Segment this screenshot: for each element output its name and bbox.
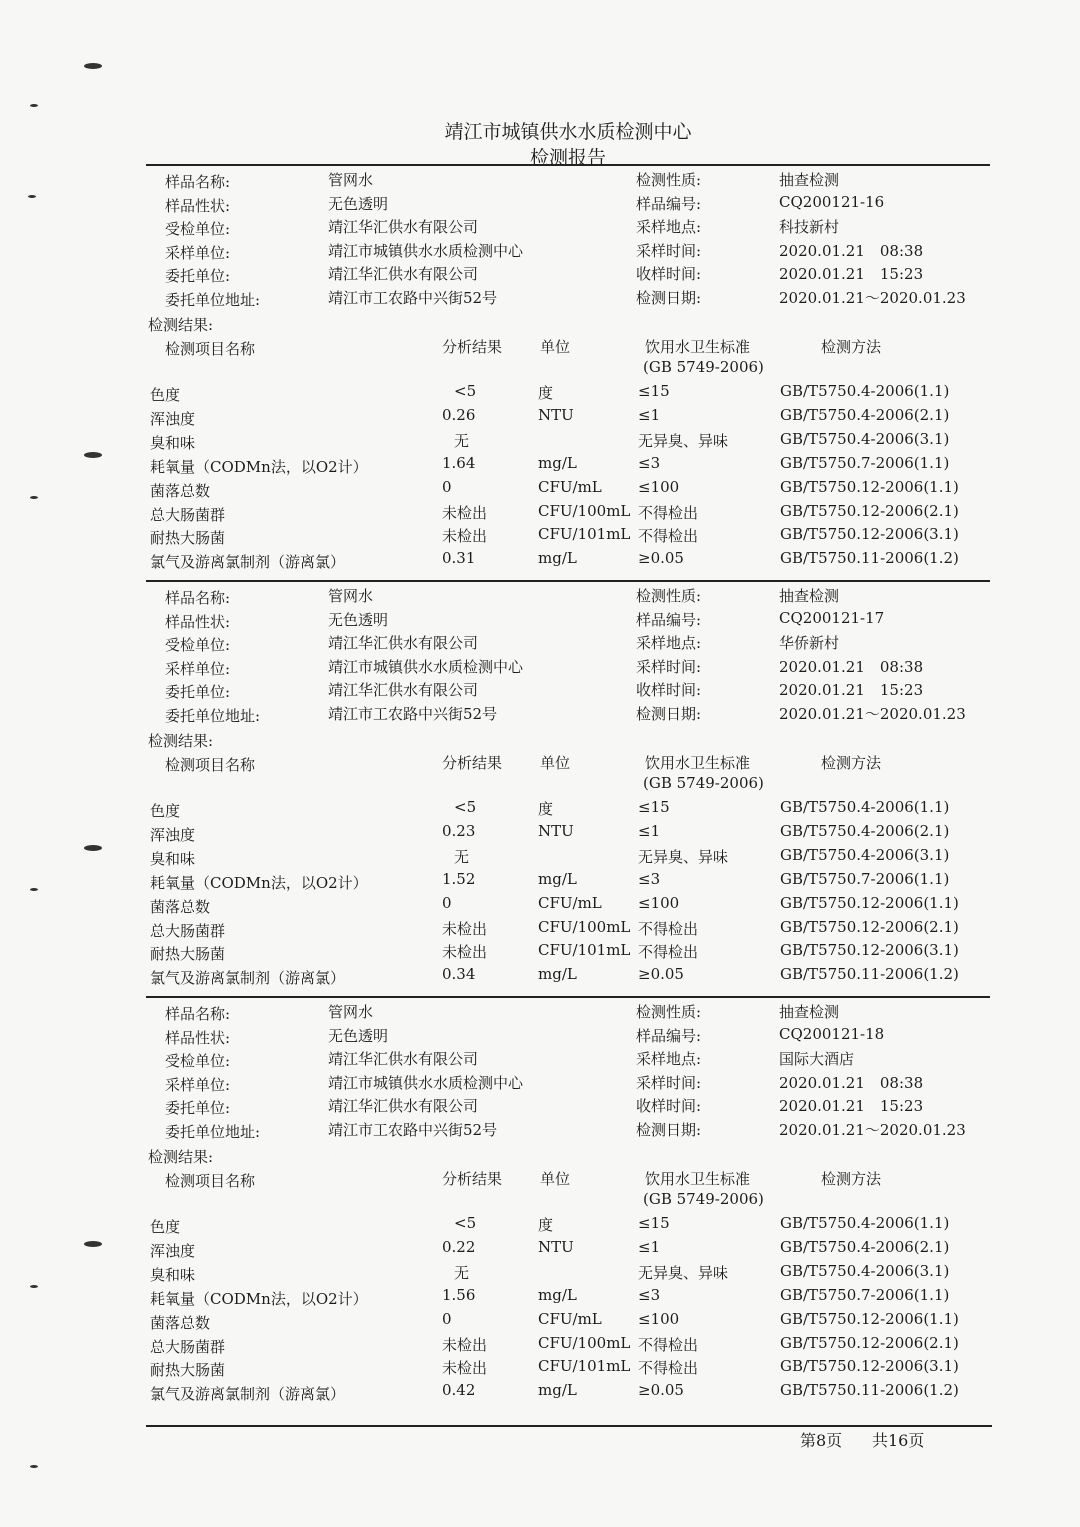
cell-standard: 不得检出 — [638, 527, 699, 546]
cell-result: 无 — [454, 1263, 470, 1282]
doc-title: 检测报告 — [529, 147, 606, 169]
cell-method: GB/T5750.11-2006(1.2) — [780, 549, 959, 568]
test-nature-label: 检测性质: — [636, 171, 702, 189]
cell-standard: ≤1 — [638, 821, 661, 840]
scan-mark — [84, 63, 102, 69]
cell-item: 色度 — [150, 1218, 181, 1236]
cell-item: 总大肠菌群 — [150, 505, 226, 524]
col-header-standard: 饮用水卫生标准 — [645, 338, 751, 356]
cell-method: GB/T5750.4-2006(3.1) — [780, 845, 950, 864]
cell-unit: 度 — [538, 384, 554, 402]
cell-unit: mg/L — [538, 549, 577, 568]
sampling-unit-label: 采样单位: — [165, 659, 231, 678]
cell-unit: CFU/101mL — [538, 525, 631, 544]
sample-no-value: CQ200121-16 — [779, 192, 885, 211]
sample-no-label: 样品编号: — [636, 194, 702, 213]
scan-mark — [28, 195, 36, 198]
cell-result: 1.52 — [442, 869, 476, 888]
footer-rule — [146, 1425, 992, 1427]
sampling-time-value: 2020.01.21 08:38 — [779, 241, 924, 260]
receiving-time-label: 收样时间: — [636, 265, 702, 284]
scan-mark — [84, 452, 102, 458]
col-header-standard-ref: (GB 5749-2006) — [643, 358, 764, 376]
test-nature-value: 抽查检测 — [779, 587, 840, 605]
cell-unit: 度 — [538, 1216, 554, 1234]
cell-item: 浑浊度 — [150, 825, 196, 844]
cell-unit: mg/L — [538, 869, 577, 888]
cell-unit: CFU/100mL — [538, 1333, 631, 1352]
cell-unit: NTU — [538, 821, 574, 840]
cell-result: 0.31 — [442, 549, 476, 568]
cell-result: 无 — [454, 847, 470, 866]
results-label: 检测结果: — [148, 1148, 214, 1166]
col-header-item: 检测项目名称 — [165, 756, 256, 774]
col-header-method: 检测方法 — [821, 754, 882, 772]
cell-standard: ≥0.05 — [638, 965, 684, 984]
cell-standard: 不得检出 — [638, 943, 699, 962]
cell-result: 未检出 — [442, 943, 488, 962]
cell-method: GB/T5750.4-2006(2.1) — [780, 405, 950, 424]
cell-result: 未检出 — [442, 1335, 488, 1354]
scan-mark — [30, 104, 38, 107]
test-date-value: 2020.01.21～2020.01.23 — [779, 705, 966, 723]
sample-name-value: 管网水 — [328, 171, 374, 189]
col-header-unit: 单位 — [540, 338, 571, 356]
col-header-item: 检测项目名称 — [165, 340, 256, 358]
col-header-unit: 单位 — [540, 754, 571, 772]
cell-result: 0 — [442, 477, 452, 496]
client-address-label: 委托单位地址: — [165, 707, 261, 725]
cell-unit: 度 — [538, 800, 554, 818]
cell-result: 未检出 — [442, 1359, 488, 1378]
sample-no-label: 样品编号: — [636, 610, 702, 629]
cell-result: <5 — [454, 382, 477, 400]
cell-item: 氯气及游离氯制剂（游离氯） — [150, 969, 346, 988]
cell-unit: CFU/101mL — [538, 1357, 631, 1376]
cell-unit: CFU/mL — [538, 1309, 602, 1328]
cell-standard: 不得检出 — [638, 1335, 699, 1354]
cell-method: GB/T5750.4-2006(1.1) — [780, 1214, 950, 1232]
cell-method: GB/T5750.12-2006(1.1) — [780, 477, 959, 496]
inspected-unit-label: 受检单位: — [165, 1052, 231, 1071]
cell-unit: CFU/mL — [538, 893, 602, 912]
cell-item: 氯气及游离氯制剂（游离氯） — [150, 553, 346, 572]
test-date-label: 检测日期: — [636, 289, 702, 307]
cell-method: GB/T5750.4-2006(3.1) — [780, 429, 950, 448]
sampling-time-label: 采样时间: — [636, 241, 702, 260]
cell-item: 耗氧量（CODMn法，以O2计） — [150, 873, 368, 892]
client-address-value: 靖江市工农路中兴街52号 — [328, 1121, 498, 1139]
sample-name-label: 样品名称: — [165, 589, 231, 607]
sampling-unit-value: 靖江市城镇供水水质检测中心 — [328, 657, 524, 676]
cell-method: GB/T5750.11-2006(1.2) — [780, 965, 959, 984]
client-unit-label: 委托单位: — [165, 267, 231, 286]
test-nature-value: 抽查检测 — [779, 1003, 840, 1021]
client-address-value: 靖江市工农路中兴街52号 — [328, 705, 498, 723]
cell-result: <5 — [454, 1214, 477, 1232]
test-nature-label: 检测性质: — [636, 1003, 702, 1021]
cell-item: 菌落总数 — [150, 481, 211, 500]
sampling-time-value: 2020.01.21 08:38 — [779, 657, 924, 676]
cell-unit: CFU/100mL — [538, 501, 631, 520]
section-rule — [146, 580, 990, 582]
cell-standard: ≤15 — [638, 798, 670, 816]
cell-unit: CFU/100mL — [538, 917, 631, 936]
cell-unit: NTU — [538, 405, 574, 424]
cell-result: 0.34 — [442, 965, 476, 984]
scan-mark — [30, 888, 38, 891]
cell-standard: ≤3 — [638, 453, 661, 472]
cell-unit: CFU/101mL — [538, 941, 631, 960]
client-unit-value: 靖江华汇供水有限公司 — [328, 1097, 479, 1116]
sample-name-label: 样品名称: — [165, 1005, 231, 1023]
cell-item: 色度 — [150, 386, 181, 404]
sample-state-label: 样品性状: — [165, 612, 231, 631]
inspected-unit-label: 受检单位: — [165, 636, 231, 655]
receiving-time-value: 2020.01.21 15:23 — [779, 1097, 924, 1116]
sampling-site-value: 国际大酒店 — [779, 1050, 855, 1069]
cell-standard: 无异臭、异味 — [638, 847, 729, 866]
sample-state-value: 无色透明 — [328, 194, 389, 213]
sampling-unit-label: 采样单位: — [165, 1075, 231, 1094]
receiving-time-label: 收样时间: — [636, 1097, 702, 1116]
cell-method: GB/T5750.4-2006(2.1) — [780, 821, 950, 840]
receiving-time-value: 2020.01.21 15:23 — [779, 265, 924, 284]
cell-item: 总大肠菌群 — [150, 1337, 226, 1356]
cell-method: GB/T5750.11-2006(1.2) — [780, 1381, 959, 1400]
sample-state-label: 样品性状: — [165, 196, 231, 215]
cell-standard: 无异臭、异味 — [638, 431, 729, 450]
scan-mark — [30, 1465, 38, 1468]
cell-standard: ≤1 — [638, 405, 661, 424]
scan-mark — [84, 845, 102, 851]
client-address-label: 委托单位地址: — [165, 291, 261, 309]
cell-unit: mg/L — [538, 453, 577, 472]
sample-name-label: 样品名称: — [165, 173, 231, 191]
sampling-site-label: 采样地点: — [636, 218, 702, 237]
col-header-standard: 饮用水卫生标准 — [645, 1170, 751, 1188]
sampling-time-label: 采样时间: — [636, 657, 702, 676]
sample-state-value: 无色透明 — [328, 610, 389, 629]
scan-mark — [30, 1285, 38, 1288]
cell-item: 菌落总数 — [150, 897, 211, 916]
col-header-standard-ref: (GB 5749-2006) — [643, 1190, 764, 1208]
receiving-time-label: 收样时间: — [636, 681, 702, 700]
sampling-site-label: 采样地点: — [636, 634, 702, 653]
cell-unit: mg/L — [538, 1285, 577, 1304]
test-date-label: 检测日期: — [636, 705, 702, 723]
cell-standard: 无异臭、异味 — [638, 1263, 729, 1282]
scan-mark — [84, 1241, 102, 1247]
cell-method: GB/T5750.4-2006(2.1) — [780, 1237, 950, 1256]
col-header-unit: 单位 — [540, 1170, 571, 1188]
test-date-label: 检测日期: — [636, 1121, 702, 1139]
inspected-unit-value: 靖江华汇供水有限公司 — [328, 218, 479, 237]
col-header-result: 分析结果 — [442, 1170, 503, 1188]
client-unit-label: 委托单位: — [165, 683, 231, 702]
col-header-standard: 饮用水卫生标准 — [645, 754, 751, 772]
sample-name-value: 管网水 — [328, 587, 374, 605]
cell-item: 臭和味 — [150, 1265, 196, 1284]
test-nature-value: 抽查检测 — [779, 171, 840, 189]
sampling-site-label: 采样地点: — [636, 1050, 702, 1069]
cell-method: GB/T5750.12-2006(1.1) — [780, 893, 959, 912]
sample-no-value: CQ200121-17 — [779, 608, 885, 627]
receiving-time-value: 2020.01.21 15:23 — [779, 681, 924, 700]
cell-unit: mg/L — [538, 965, 577, 984]
cell-standard: ≤3 — [638, 869, 661, 888]
cell-result: 0.23 — [442, 821, 476, 840]
cell-unit: mg/L — [538, 1381, 577, 1400]
results-label: 检测结果: — [148, 316, 214, 334]
cell-method: GB/T5750.12-2006(2.1) — [780, 917, 959, 936]
sample-name-value: 管网水 — [328, 1003, 374, 1021]
sample-state-value: 无色透明 — [328, 1026, 389, 1045]
col-header-result: 分析结果 — [442, 338, 503, 356]
sampling-time-value: 2020.01.21 08:38 — [779, 1073, 924, 1092]
sampling-site-value: 华侨新村 — [779, 634, 840, 653]
cell-method: GB/T5750.4-2006(3.1) — [780, 1261, 950, 1280]
sample-state-label: 样品性状: — [165, 1028, 231, 1047]
results-label: 检测结果: — [148, 732, 214, 750]
sampling-time-label: 采样时间: — [636, 1073, 702, 1092]
section-rule — [146, 996, 990, 998]
client-address-value: 靖江市工农路中兴街52号 — [328, 289, 498, 307]
cell-item: 臭和味 — [150, 433, 196, 452]
cell-standard: ≥0.05 — [638, 1381, 684, 1400]
cell-method: GB/T5750.4-2006(1.1) — [780, 382, 950, 400]
cell-standard: ≤100 — [638, 1309, 680, 1328]
cell-unit: CFU/mL — [538, 477, 602, 496]
cell-result: 无 — [454, 431, 470, 450]
cell-item: 总大肠菌群 — [150, 921, 226, 940]
col-header-standard-ref: (GB 5749-2006) — [643, 774, 764, 792]
cell-standard: ≤1 — [638, 1237, 661, 1256]
cell-standard: ≤15 — [638, 382, 670, 400]
test-date-value: 2020.01.21～2020.01.23 — [779, 1121, 966, 1139]
col-header-result: 分析结果 — [442, 754, 503, 772]
cell-item: 臭和味 — [150, 849, 196, 868]
cell-result: 0.22 — [442, 1237, 476, 1256]
cell-standard: ≤15 — [638, 1214, 670, 1232]
sampling-unit-value: 靖江市城镇供水水质检测中心 — [328, 1073, 524, 1092]
cell-item: 浑浊度 — [150, 409, 196, 428]
sampling-unit-label: 采样单位: — [165, 243, 231, 262]
cell-result: <5 — [454, 798, 477, 816]
sampling-unit-value: 靖江市城镇供水水质检测中心 — [328, 241, 524, 260]
cell-method: GB/T5750.12-2006(2.1) — [780, 1333, 959, 1352]
page-number: 第8页 — [800, 1431, 843, 1450]
cell-result: 0.42 — [442, 1381, 476, 1400]
cell-standard: ≤100 — [638, 893, 680, 912]
cell-item: 耐热大肠菌 — [150, 945, 226, 964]
cell-method: GB/T5750.12-2006(1.1) — [780, 1309, 959, 1328]
col-header-item: 检测项目名称 — [165, 1172, 256, 1190]
cell-item: 耗氧量（CODMn法，以O2计） — [150, 457, 368, 476]
test-nature-label: 检测性质: — [636, 587, 702, 605]
cell-method: GB/T5750.12-2006(3.1) — [780, 941, 959, 960]
cell-method: GB/T5750.7-2006(1.1) — [780, 1285, 950, 1304]
cell-method: GB/T5750.12-2006(2.1) — [780, 501, 959, 520]
test-date-value: 2020.01.21～2020.01.23 — [779, 289, 966, 307]
cell-standard: ≤3 — [638, 1285, 661, 1304]
client-address-label: 委托单位地址: — [165, 1123, 261, 1141]
cell-standard: 不得检出 — [638, 919, 699, 938]
cell-item: 色度 — [150, 802, 181, 820]
cell-method: GB/T5750.7-2006(1.1) — [780, 869, 950, 888]
cell-result: 未检出 — [442, 919, 488, 938]
org-title: 靖江市城镇供水水质检测中心 — [444, 121, 692, 143]
cell-unit: NTU — [538, 1237, 574, 1256]
col-header-method: 检测方法 — [821, 338, 882, 356]
cell-result: 未检出 — [442, 527, 488, 546]
cell-standard: ≥0.05 — [638, 549, 684, 568]
sampling-site-value: 科技新村 — [779, 218, 840, 237]
cell-result: 0 — [442, 893, 452, 912]
sample-no-value: CQ200121-18 — [779, 1024, 885, 1043]
cell-standard: ≤100 — [638, 477, 680, 496]
inspected-unit-value: 靖江华汇供水有限公司 — [328, 1050, 479, 1069]
cell-result: 1.64 — [442, 453, 476, 472]
cell-item: 菌落总数 — [150, 1313, 211, 1332]
cell-item: 耐热大肠菌 — [150, 1361, 226, 1380]
cell-result: 1.56 — [442, 1285, 476, 1304]
cell-standard: 不得检出 — [638, 1359, 699, 1378]
client-unit-label: 委托单位: — [165, 1099, 231, 1118]
cell-item: 氯气及游离氯制剂（游离氯） — [150, 1385, 346, 1404]
scan-mark — [30, 496, 38, 499]
cell-method: GB/T5750.7-2006(1.1) — [780, 453, 950, 472]
cell-method: GB/T5750.12-2006(3.1) — [780, 1357, 959, 1376]
cell-item: 浑浊度 — [150, 1241, 196, 1260]
client-unit-value: 靖江华汇供水有限公司 — [328, 681, 479, 700]
cell-method: GB/T5750.12-2006(3.1) — [780, 525, 959, 544]
cell-standard: 不得检出 — [638, 503, 699, 522]
client-unit-value: 靖江华汇供水有限公司 — [328, 265, 479, 284]
cell-result: 0.26 — [442, 405, 476, 424]
cell-result: 0 — [442, 1309, 452, 1328]
section-rule — [146, 164, 990, 166]
cell-item: 耐热大肠菌 — [150, 529, 226, 548]
sample-no-label: 样品编号: — [636, 1026, 702, 1045]
cell-method: GB/T5750.4-2006(1.1) — [780, 798, 950, 816]
cell-item: 耗氧量（CODMn法，以O2计） — [150, 1289, 368, 1308]
inspected-unit-value: 靖江华汇供水有限公司 — [328, 634, 479, 653]
cell-result: 未检出 — [442, 503, 488, 522]
inspected-unit-label: 受检单位: — [165, 220, 231, 239]
page-total: 共16页 — [872, 1431, 925, 1450]
col-header-method: 检测方法 — [821, 1170, 882, 1188]
